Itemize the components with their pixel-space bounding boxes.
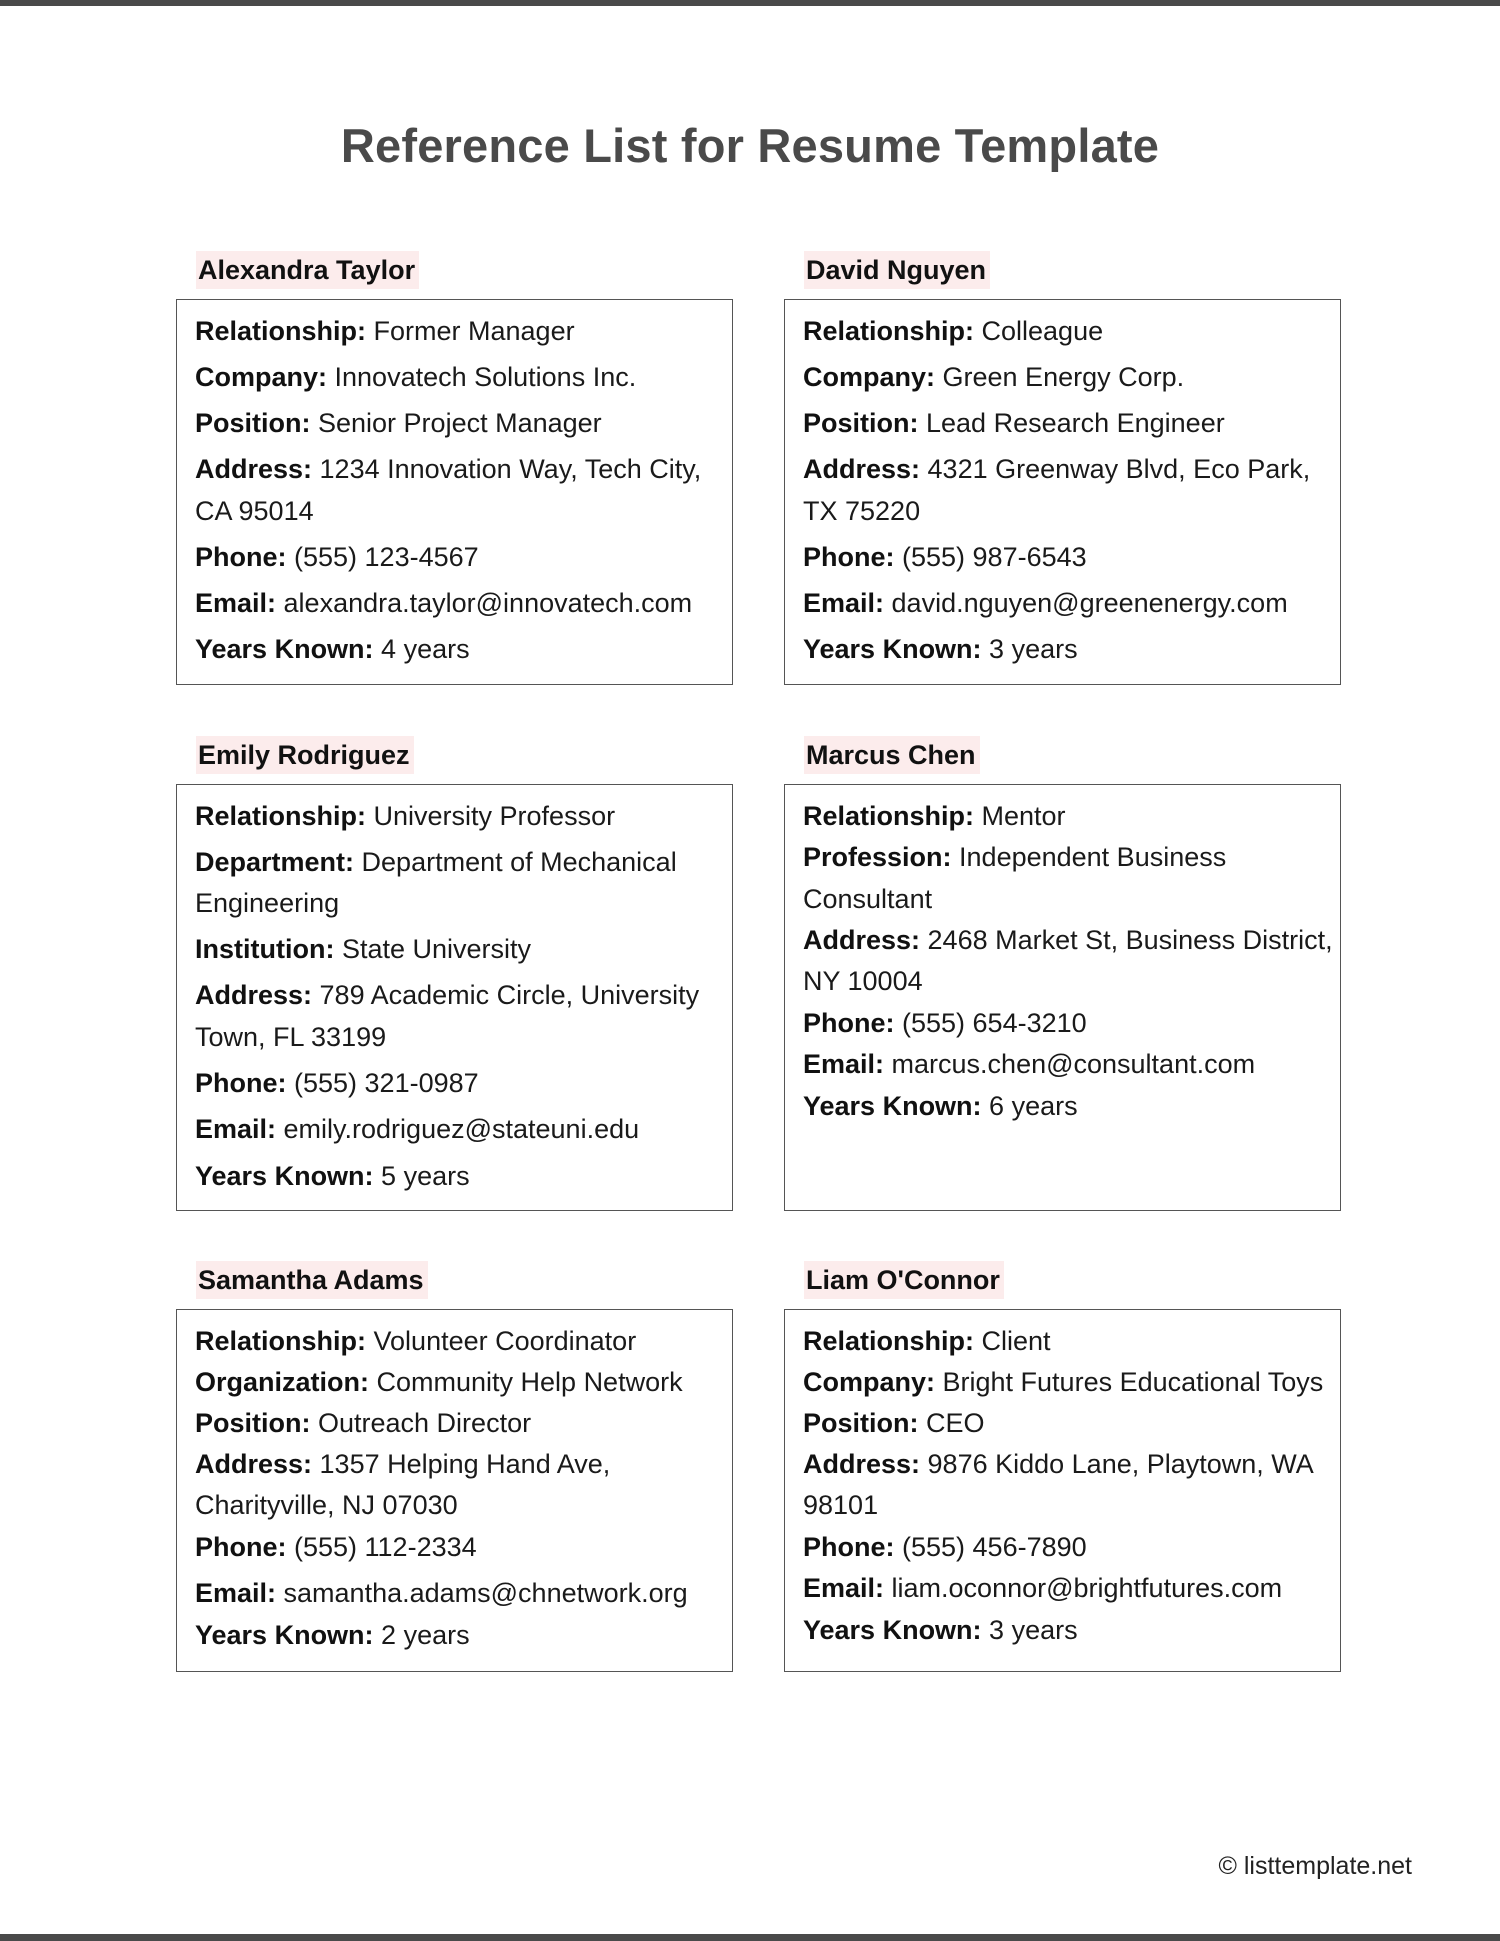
field-company: Company: Green Energy Corp. bbox=[803, 362, 1185, 392]
reference-name: Marcus Chen bbox=[804, 736, 980, 774]
field-address-continued: 98101 bbox=[803, 1490, 879, 1520]
field-relationship: Relationship: Client bbox=[803, 1326, 1051, 1356]
field-years-known: Years Known: 2 years bbox=[195, 1620, 470, 1650]
field-company: Company: Bright Futures Educational Toys bbox=[803, 1367, 1324, 1397]
field-position: Position: CEO bbox=[803, 1408, 985, 1438]
field-address: Address: 2468 Market St, Business District, bbox=[803, 925, 1333, 955]
field-phone: Phone: (555) 987-6543 bbox=[803, 542, 1087, 572]
field-email: Email: samantha.adams@chnetwork.org bbox=[195, 1578, 688, 1608]
reference-name: Liam O'Connor bbox=[804, 1261, 1004, 1299]
field-position: Position: Lead Research Engineer bbox=[803, 408, 1225, 438]
reference-name: Alexandra Taylor bbox=[196, 251, 419, 289]
field-phone: Phone: (555) 321-0987 bbox=[195, 1068, 479, 1098]
field-organization: Organization: Community Help Network bbox=[195, 1367, 683, 1397]
field-relationship: Relationship: Colleague bbox=[803, 316, 1104, 346]
field-years-known: Years Known: 6 years bbox=[803, 1091, 1078, 1121]
field-address: Address: 789 Academic Circle, University bbox=[195, 980, 700, 1010]
field-address-continued: Charityville, NJ 07030 bbox=[195, 1490, 458, 1520]
field-institution: Institution: State University bbox=[195, 934, 532, 964]
field-email: Email: alexandra.taylor@innovatech.com bbox=[195, 588, 693, 618]
field-address: Address: 4321 Greenway Blvd, Eco Park, bbox=[803, 454, 1311, 484]
reference-card bbox=[784, 299, 1341, 685]
field-company: Company: Innovatech Solutions Inc. bbox=[195, 362, 637, 392]
reference-card bbox=[176, 784, 733, 1211]
field-department-continued: Engineering bbox=[195, 888, 340, 918]
field-address-continued: NY 10004 bbox=[803, 966, 923, 996]
reference-name: David Nguyen bbox=[804, 251, 990, 289]
field-position: Position: Senior Project Manager bbox=[195, 408, 602, 438]
field-profession-continued: Consultant bbox=[803, 884, 933, 914]
field-address: Address: 1234 Innovation Way, Tech City, bbox=[195, 454, 702, 484]
field-email: Email: emily.rodriguez@stateuni.edu bbox=[195, 1114, 640, 1144]
field-relationship: Relationship: University Professor bbox=[195, 801, 616, 831]
field-address-continued: CA 95014 bbox=[195, 496, 314, 526]
field-profession: Profession: Independent Business bbox=[803, 842, 1227, 872]
field-relationship: Relationship: Mentor bbox=[803, 801, 1066, 831]
reference-card bbox=[784, 1309, 1341, 1672]
field-email: Email: liam.oconnor@brightfutures.com bbox=[803, 1573, 1283, 1603]
field-department: Department: Department of Mechanical bbox=[195, 847, 677, 877]
field-address: Address: 9876 Kiddo Lane, Playtown, WA bbox=[803, 1449, 1314, 1479]
field-phone: Phone: (555) 654-3210 bbox=[803, 1008, 1087, 1038]
field-years-known: Years Known: 3 years bbox=[803, 634, 1078, 664]
bottom-rule bbox=[0, 1934, 1500, 1941]
field-phone: Phone: (555) 456-7890 bbox=[803, 1532, 1087, 1562]
footer-copyright: © listtemplate.net bbox=[1218, 1852, 1412, 1880]
field-email: Email: marcus.chen@consultant.com bbox=[803, 1049, 1256, 1079]
reference-card bbox=[176, 1309, 733, 1672]
field-relationship: Relationship: Volunteer Coordinator bbox=[195, 1326, 637, 1356]
top-rule bbox=[0, 0, 1500, 6]
field-phone: Phone: (555) 123-4567 bbox=[195, 542, 479, 572]
reference-name: Samantha Adams bbox=[196, 1261, 428, 1299]
field-years-known: Years Known: 5 years bbox=[195, 1161, 470, 1191]
reference-card bbox=[784, 784, 1341, 1211]
reference-card bbox=[176, 299, 733, 685]
field-years-known: Years Known: 4 years bbox=[195, 634, 470, 664]
field-address-continued: Town, FL 33199 bbox=[195, 1022, 387, 1052]
reference-name: Emily Rodriguez bbox=[196, 736, 414, 774]
field-position: Position: Outreach Director bbox=[195, 1408, 532, 1438]
field-email: Email: david.nguyen@greenenergy.com bbox=[803, 588, 1288, 618]
field-years-known: Years Known: 3 years bbox=[803, 1615, 1078, 1645]
field-address: Address: 1357 Helping Hand Ave, bbox=[195, 1449, 611, 1479]
field-address-continued: TX 75220 bbox=[803, 496, 921, 526]
field-relationship: Relationship: Former Manager bbox=[195, 316, 575, 346]
page-title: Reference List for Resume Template bbox=[340, 119, 1160, 172]
field-phone: Phone: (555) 112-2334 bbox=[195, 1532, 477, 1562]
